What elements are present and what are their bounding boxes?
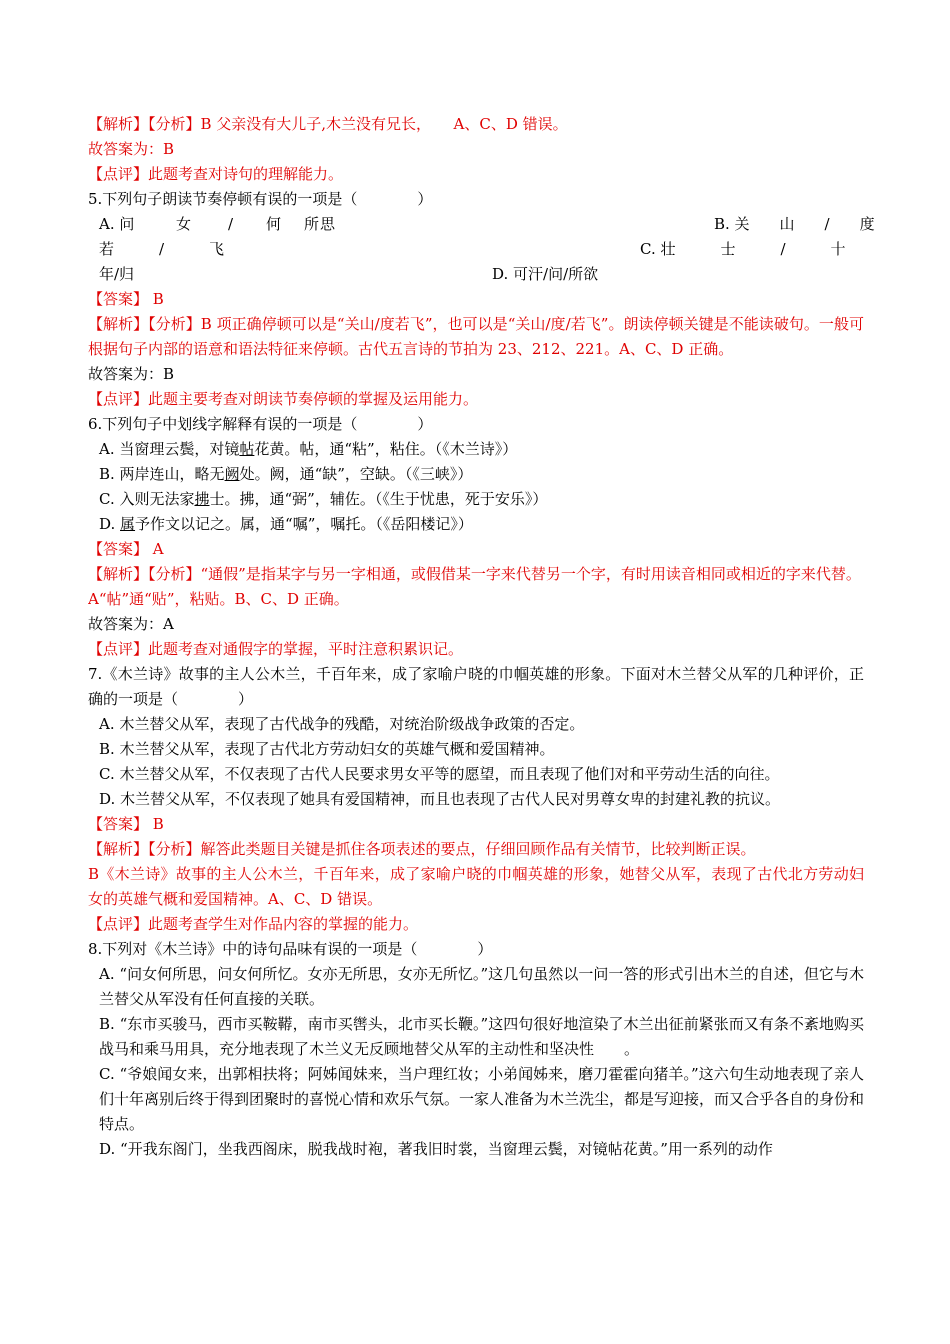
q6-answer: 【答案】 A xyxy=(88,540,164,558)
q5-option-a-char: 何 xyxy=(266,215,282,233)
q5-options-row-3 xyxy=(88,262,864,287)
q5-option-a-char: 思 xyxy=(320,215,336,233)
q6-analysis-detail: A“帖”通“贴”，粘贴。B、C、D 正确。 xyxy=(88,590,349,608)
q6-analysis: 【解析】【分析】“通假”是指某字与另一字相通，或假借某一字来代替另一个字，有时用读音相同或相近的字来代替。 xyxy=(88,565,861,583)
q6-option-d-text: D. xyxy=(99,515,121,533)
q6-option-c-underlined: 拂 xyxy=(194,490,210,508)
q7-option-d: D. 木兰替父从军，不仅表现了她具有爱国精神，而且也表现了古代人民对男尊女卑的封建礼教的抗议。 xyxy=(99,790,781,808)
q6-option-a-text: 花黄。帖，通“粘”，粘住。（《木兰诗》） xyxy=(254,440,518,458)
q7-option-c: C. 木兰替父从军，不仅表现了古代人民要求男女平等的愿望，而且表现了他们对和平劳动生活的向往。 xyxy=(99,765,780,783)
q4-analysis: 【解析】【分析】B 父亲没有大儿子,木兰没有兄长， A、C、D 错误。 xyxy=(88,115,568,133)
q6-option-b xyxy=(88,462,864,487)
q5-option-a-char: 女 xyxy=(176,215,192,233)
q7-option-b: B. 木兰替父从军，表现了古代北方劳动妇女的英雄气概和爱国精神。 xyxy=(99,740,555,758)
q5-comment: 【点评】此题主要考查对朗读节奏停顿的掌握及运用能力。 xyxy=(88,390,479,408)
q5-option-c: C. 壮 士 / 十 xyxy=(640,240,846,258)
q6-final-answer: 故答案为：A xyxy=(88,615,174,633)
q6-option-b-text: B. 两岸连山，略无 xyxy=(99,465,225,483)
q6-option-a xyxy=(88,437,864,462)
q6-option-c-text: C. 入则无法家 xyxy=(99,490,195,508)
q6-stem: 6.下列句子中划线字解释有误的一项是（ ） xyxy=(88,415,433,433)
q8-option-d: D. “开我东阁门，坐我西阁床，脱我战时袍，著我旧时裳，当窗理云鬓，对镜帖花黄。”用一系列的动作 xyxy=(99,1140,773,1158)
q7-answer: 【答案】 B xyxy=(88,815,164,833)
q8-option-c: C. “爷娘闻女来，出郭相扶将；阿姊闻妹来，当户理红妆；小弟闻姊来，磨刀霍霍向猪羊。”这六句生动地表现了亲人们十年离别后终于得到团聚时的喜悦心情和欢乐气氛。一家人准备为木兰洗尘，都是写迎接，而又合乎各自的身份和特点。 xyxy=(99,1065,865,1133)
q6-option-b-text: 处。阙，通“缺”，空缺。（《三峡》） xyxy=(239,465,473,483)
q6-comment: 【点评】此题考查对通假字的掌握，平时注意积累识记。 xyxy=(88,640,464,658)
q5-option-c-cont: 年/归 xyxy=(99,265,135,283)
q5-analysis: 【解析】【分析】B 项正确停顿可以是“关山/度若飞”，也可以是“关山/度/若飞”。朗读停顿关键是不能读破句。一般可根据句子内部的语意和语法特征来停顿。古代五言诗的节拍为 23、212、221。A、C、D 正确。 xyxy=(88,315,864,358)
q7-comment: 【点评】此题考查学生对作品内容的掌握的能力。 xyxy=(88,915,419,933)
q6-option-b-underlined: 阙 xyxy=(224,465,240,483)
q6-option-d xyxy=(88,512,864,537)
q5-stem: 5.下列句子朗读节奏停顿有误的一项是（ ） xyxy=(88,190,433,208)
document-page xyxy=(88,112,875,1162)
q6-option-d-underlined: 属 xyxy=(120,515,136,533)
q5-answer: 【答案】 B xyxy=(88,290,164,308)
q6-option-d-text: 予作文以记之。属，通“嘱”，嘱托。（《岳阳楼记》） xyxy=(135,515,473,533)
q8-stem: 8.下列对《木兰诗》中的诗句品味有误的一项是（ ） xyxy=(88,940,493,958)
q7-analysis-detail: B《木兰诗》故事的主人公木兰，千百年来，成了家喻户晓的巾帼英雄的形象，她替父从军，表现了古代北方劳动妇女的英雄气概和爱国精神。A、C、D 错误。 xyxy=(88,865,864,908)
q6-option-c xyxy=(88,487,864,512)
q5-option-b: B. 关 山 / 度 xyxy=(714,215,875,233)
q6-option-c-text: 士。拂，通“弼”，辅佐。（《生于忧患，死于安乐》） xyxy=(209,490,548,508)
q7-analysis: 【解析】【分析】解答此类题目关键是抓住各项表述的要点，仔细回顾作品有关情节，比较判断正误。 xyxy=(88,840,756,858)
q5-final-answer: 故答案为：B xyxy=(88,365,175,383)
q4-final-answer: 故答案为：B xyxy=(88,140,175,158)
q5-options-row-1 xyxy=(88,212,875,237)
q7-option-a: A. 木兰替父从军，表现了古代战争的残酷，对统治阶级战争政策的否定。 xyxy=(99,715,585,733)
q6-option-a-text: A. 当窗理云鬓，对镜 xyxy=(99,440,240,458)
q7-stem: 7.《木兰诗》故事的主人公木兰，千百年来，成了家喻户晓的巾帼英雄的形象。下面对木兰替父从军的几种评价，正确的一项是（ ） xyxy=(88,665,864,708)
q5-option-a-char: A. 问 xyxy=(99,215,135,233)
q6-option-a-underlined: 帖 xyxy=(239,440,255,458)
q8-option-a: A. “问女何所思，问女何所忆。女亦无所思，女亦无所忆。”这几句虽然以一问一答的形式引出木兰的自述，但它与木兰替父从军没有任何直接的关联。 xyxy=(99,965,864,1008)
q5-option-b-cont: 若 / 飞 xyxy=(99,240,225,258)
q5-option-d: D. 可汗/问/所欲 xyxy=(492,265,599,283)
q4-comment: 【点评】此题考查对诗句的理解能力。 xyxy=(88,165,344,183)
q5-option-a-char: 所 xyxy=(304,215,320,233)
q5-option-a-char: / xyxy=(228,215,234,233)
q5-options-row-2 xyxy=(88,237,864,262)
q8-option-b: B. “东市买骏马，西市买鞍鞯，南市买辔头，北市买长鞭。”这四句很好地渲染了木兰出征前紧张而又有条不紊地购买战马和乘马用具，充分地表现了木兰义无反顾地替父从军的主动性和坚决性 。 xyxy=(99,1015,864,1058)
